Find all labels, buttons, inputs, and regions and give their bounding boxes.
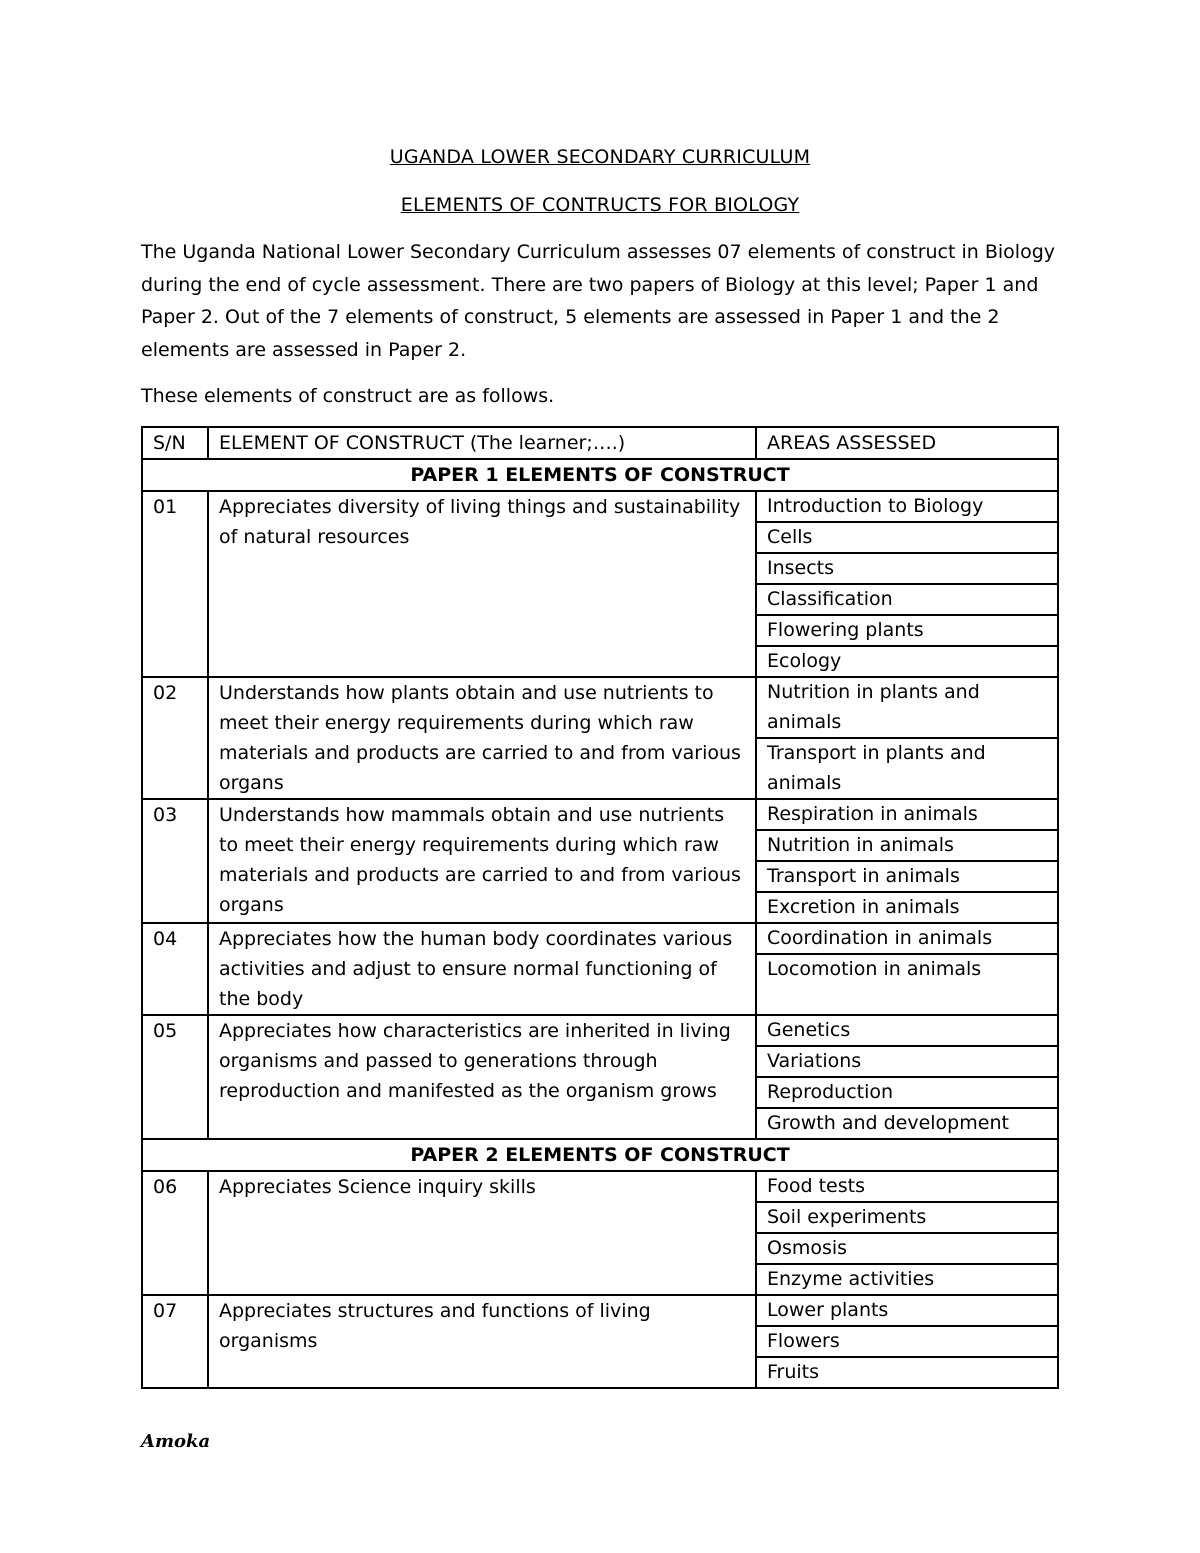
table-row — [142, 1295, 1058, 1388]
area-cell: Enzyme activities — [767, 1268, 935, 1290]
lead-paragraph: These elements of construct are as follows. — [141, 385, 555, 407]
section-row — [142, 459, 1058, 491]
document-page — [141, 140, 1059, 1389]
area-cell: Flowers — [757, 1327, 1057, 1358]
area-cell: Variations — [757, 1047, 1057, 1078]
area-cell: Flowering plants — [757, 616, 1057, 647]
paper1-heading: PAPER 1 ELEMENTS OF CONSTRUCT — [142, 459, 1058, 491]
intro-paragraph: The Uganda National Lower Secondary Curriculum assesses 07 elements of construct in Biology during the end of cycle assessment. There are two papers of Biology at this level; Paper 1 and Paper 2. Out of the 7 elements of construct, 5 elements are assessed in Paper 1 and the 2 elements are assessed in Paper 2. — [141, 241, 1056, 361]
area-cell: Reproduction — [757, 1078, 1057, 1109]
area-cell: Transport in plants and animals — [767, 742, 986, 794]
row-areas — [756, 1015, 1058, 1139]
area-cell: Ecology — [767, 650, 842, 672]
area-cell: Genetics — [757, 1016, 1057, 1047]
row-element: Appreciates structures and functions of living organisms — [208, 1295, 756, 1388]
area-cell: Nutrition in plants and animals — [757, 678, 1057, 739]
row-areas — [756, 799, 1058, 923]
row-areas — [756, 1171, 1058, 1295]
document-subtitle: ELEMENTS OF CONTRUCTS FOR BIOLOGY — [400, 194, 800, 216]
table-row — [142, 799, 1058, 923]
row-sn: 02 — [142, 677, 208, 799]
header-sn: S/N — [142, 427, 208, 459]
area-cell: Nutrition in animals — [757, 831, 1057, 862]
row-sn: 07 — [142, 1295, 208, 1388]
row-areas — [756, 1295, 1058, 1388]
row-areas — [756, 677, 1058, 799]
row-sn: 04 — [142, 923, 208, 1015]
area-cell: Lower plants — [757, 1296, 1057, 1327]
table-row — [142, 923, 1058, 1015]
header-areas: AREAS ASSESSED — [756, 427, 1058, 459]
area-cell: Excretion in animals — [767, 896, 960, 918]
row-element: Appreciates how the human body coordinates various activities and adjust to ensure normal functioning of the body — [208, 923, 756, 1015]
row-sn: 03 — [142, 799, 208, 923]
area-cell: Respiration in animals — [757, 800, 1057, 831]
table-row — [142, 1015, 1058, 1139]
area-cell: Food tests — [757, 1172, 1057, 1203]
area-cell: Insects — [757, 554, 1057, 585]
area-cell: Osmosis — [757, 1234, 1057, 1265]
area-cell: Fruits — [767, 1361, 820, 1383]
table-row — [142, 1171, 1058, 1295]
constructs-table — [141, 426, 1059, 1389]
area-cell: Locomotion in animals — [767, 958, 982, 980]
row-areas — [756, 491, 1058, 677]
table-row — [142, 491, 1058, 677]
table-row — [142, 677, 1058, 799]
table-header-row — [142, 427, 1058, 459]
header-element: ELEMENT OF CONSTRUCT (The learner;….) — [208, 427, 756, 459]
row-element: Understands how mammals obtain and use nutrients to meet their energy requirements during which raw materials and products are carried to and from various organs — [208, 799, 756, 923]
row-sn: 06 — [142, 1171, 208, 1295]
area-cell: Coordination in animals — [757, 924, 1057, 955]
footer-author: Amoka — [141, 1431, 211, 1452]
area-cell: Introduction to Biology — [757, 492, 1057, 523]
section-row — [142, 1139, 1058, 1171]
area-cell: Growth and development — [767, 1112, 1009, 1134]
row-element: Appreciates diversity of living things and sustainability of natural resources — [208, 491, 756, 677]
row-element: Appreciates how characteristics are inherited in living organisms and passed to generations through reproduction and manifested as the organism grows — [208, 1015, 756, 1139]
row-element: Appreciates Science inquiry skills — [208, 1171, 756, 1295]
paper2-heading: PAPER 2 ELEMENTS OF CONSTRUCT — [142, 1139, 1058, 1171]
area-cell: Soil experiments — [757, 1203, 1057, 1234]
row-sn: 05 — [142, 1015, 208, 1139]
area-cell: Transport in animals — [757, 862, 1057, 893]
row-sn: 01 — [142, 491, 208, 677]
area-cell: Cells — [757, 523, 1057, 554]
document-title: UGANDA LOWER SECONDARY CURRICULUM — [389, 146, 811, 168]
row-element: Understands how plants obtain and use nutrients to meet their energy requirements during which raw materials and products are carried to and from various organs — [208, 677, 756, 799]
row-areas — [756, 923, 1058, 1015]
area-cell: Classification — [757, 585, 1057, 616]
